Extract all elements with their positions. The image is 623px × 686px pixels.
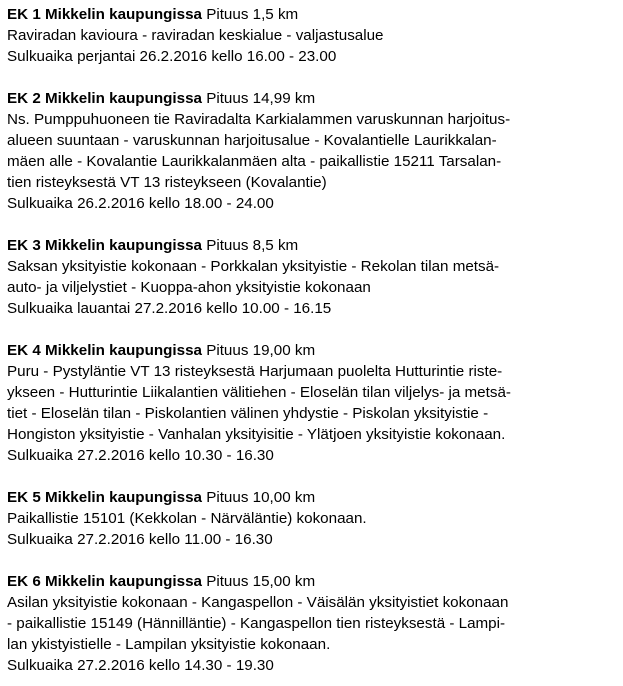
route-line: Ns. Pumppuhuoneen tie Raviradalta Karkialammen varuskunnan harjoitus-	[7, 111, 511, 128]
stage-section-ek5	[7, 487, 617, 550]
route-line: Puru - Pystyläntie VT 13 risteyksestä Harjumaan puolelta Hutturintie riste-	[7, 363, 503, 380]
stage-heading	[7, 571, 617, 592]
stage-length: Pituus 19,00 km	[206, 342, 316, 359]
stage-heading	[7, 487, 617, 508]
closure-time: Sulkuaika 26.2.2016 kello 18.00 - 24.00	[7, 195, 274, 212]
stage-length: Pituus 14,99 km	[206, 90, 316, 107]
stage-section-ek1	[7, 4, 617, 67]
stage-section-ek2	[7, 88, 617, 214]
route-line: Hongiston yksityistie - Vanhalan yksityisitie - Ylätjoen yksityistie kokonaan.	[7, 426, 506, 443]
closure-time: Sulkuaika 27.2.2016 kello 10.30 - 16.30	[7, 447, 274, 464]
route-line: Paikallistie 15101 (Kekkolan - Närväläntie) kokonaan.	[7, 510, 367, 527]
route-line: mäen alle - Kovalantie Laurikkalanmäen alta - paikallistie 15211 Tarsalan-	[7, 153, 502, 170]
route-line: lan ykistyistielle - Lampilan yksityistie kokonaan.	[7, 636, 331, 653]
closure-time: Sulkuaika 27.2.2016 kello 14.30 - 19.30	[7, 657, 274, 674]
stage-section-ek6	[7, 571, 617, 676]
stage-heading	[7, 235, 617, 256]
route-line: alueen suuntaan - varuskunnan harjoitusalue - Kovalantielle Laurikkalan-	[7, 132, 497, 149]
closure-time: Sulkuaika perjantai 26.2.2016 kello 16.00 - 23.00	[7, 48, 337, 65]
route-line: Raviradan kavioura - raviradan keskialue - valjastusalue	[7, 27, 384, 44]
route-line: auto- ja viljelystiet - Kuoppa-ahon yksityistie kokonaan	[7, 279, 371, 296]
stage-heading	[7, 88, 617, 109]
route-line: Saksan yksityistie kokonaan - Porkkalan yksityistie - Rekolan tilan metsä-	[7, 258, 500, 275]
stage-length: Pituus 10,00 km	[206, 489, 316, 506]
stage-section-ek3	[7, 235, 617, 319]
stage-length: Pituus 8,5 km	[206, 237, 299, 254]
route-line: - paikallistie 15149 (Hännilläntie) - Kangaspellon tien risteyksestä - Lampi-	[7, 615, 506, 632]
stage-heading	[7, 4, 617, 25]
stage-heading	[7, 340, 617, 361]
stage-title: EK 5 Mikkelin kaupungissa	[7, 489, 202, 506]
closure-time: Sulkuaika 27.2.2016 kello 11.00 - 16.30	[7, 531, 273, 548]
stage-title: EK 6 Mikkelin kaupungissa	[7, 573, 202, 590]
stage-length: Pituus 15,00 km	[206, 573, 316, 590]
route-line: Asilan yksityistie kokonaan - Kangaspellon - Väisälän yksityistiet kokonaan	[7, 594, 509, 611]
route-line: tien risteyksestä VT 13 risteykseen (Kovalantie)	[7, 174, 327, 191]
stage-title: EK 4 Mikkelin kaupungissa	[7, 342, 202, 359]
stage-title: EK 1 Mikkelin kaupungissa	[7, 6, 202, 23]
route-line: ykseen - Hutturintie Liikalantien välitiehen - Eloselän tilan viljelys- ja metsä-	[7, 384, 511, 401]
closure-time: Sulkuaika lauantai 27.2.2016 kello 10.00 - 16.15	[7, 300, 332, 317]
route-line: tiet - Eloselän tilan - Piskolantien välinen yhdystie - Piskolan yksityistie -	[7, 405, 489, 422]
stage-length: Pituus 1,5 km	[206, 6, 299, 23]
stage-title: EK 3 Mikkelin kaupungissa	[7, 237, 202, 254]
stage-section-ek4	[7, 340, 617, 466]
stage-title: EK 2 Mikkelin kaupungissa	[7, 90, 202, 107]
